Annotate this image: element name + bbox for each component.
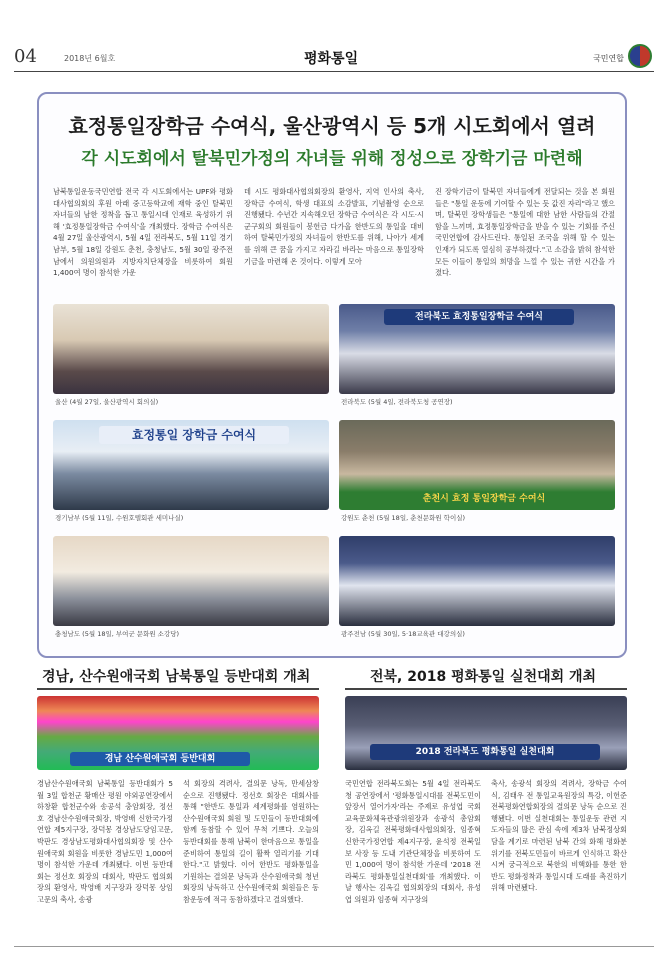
photo-gwangju: [339, 536, 615, 626]
main-article: [37, 92, 627, 658]
org-logo-icon: [628, 44, 652, 68]
main-article-col3: 진 장학기금이 탈북민 자녀들에게 전달되는 것을 본 회원들은 "통일 운동에 기여할 수 있는 듯 값진 자리"라고 했으며, 탈북민 장학생들은 "통일에 대한 남한 사람들의 간절함을 느끼며, 효정통일장학금을 받을 수 있는 기회를 주신 국민연합에 감사드린다. 통일된 조국을 위해 할 수 있는 인재가 되도록 열심히 공부하겠다."고 소감을 밝혀 참석한 모든 이들이 통일의 희망을 느낄 수 있는 귀한 시간을 가졌다.: [435, 187, 615, 278]
left-article-col2: 석 회장의 격려사, 결의문 낭독, 만세삼창 순으로 진행됐다. 정선호 회장은 대회사를 통해 "한반도 통일과 세계평화를 염원하는 산수원애국회 회원 및 도민들이 등반대회에 함께 동참할 수 있어 무척 기쁘다. 오늘의 등반대회를 통해 남북이 한마음으로 통일을 준비하여 통일의 길이 활짝 열리기를 기대한다."고 밝혔다. 이어 한반도 평화통일을 기원하는 결의문 낭독과 산수원애국회 청년회장의 낭독하고 산수원애국회 회원들은 동참운동에 적극 동참하겠다고 결의했다.: [183, 779, 319, 904]
photo-caption: 경기남부 (5월 11일, 수원호텔회관 세미나실): [55, 514, 184, 522]
left-article-title: 경남, 산수원애국회 남북통일 등반대회 개최: [42, 669, 311, 685]
photo-banner: 효정통일 장학금 수여식: [99, 426, 289, 444]
org-name: 국민연합: [593, 54, 624, 63]
main-article-col2: 데 시도 평화대사협의회장의 환영사, 지역 인사의 축사, 장학금 수여식, 학생 대표의 소감발표, 기념촬영 순으로 진행됐다. 수년간 지속해오던 장학금 수여식은 각 시도·시군구회의 회원들이 봉헌금 다가올 한반도의 통일을 대비하여 탈북민가정의 자녀들이 한반도를 위해, 나아가 세계를 위해 큰 꿈을 가지고 자라길 바라는 마음으로 통일장학기금을 마련해 온 것이다. 이렇게 모아: [244, 187, 424, 266]
page-header: [14, 46, 654, 72]
photo-caption: 전라북도 (5월 4일, 전라북도청 공연장): [341, 398, 453, 406]
issue-date: 2018년 6월호: [64, 54, 116, 63]
right-article-title: 전북, 2018 평화통일 실천대회 개최: [370, 669, 597, 685]
left-article-col1: 경남산수원애국회 남북통일 등반대회가 5월 3일 합천군 황매산 평원 야외공연장에서 하창환 합천군수와 송공석 충암회장, 정선호 경남산수원애국회장, 박영배 신한국가정연합 제5지구장, 장덕몽 경상남도당임고문, 박판도 경상남도평화대사협의회장 및 산수원애국회 회원을 비롯한 경남도민 1,000여 명이 참석한 가운데 개최됐다. 이번 등반대회는 정선호 회장의 대회사, 박판도 협의회장의 환영사, 박영배 지구장과 장덕몽 상임고문의 축사, 송광: [37, 779, 173, 904]
photo-ulsan: [53, 304, 329, 394]
main-article-title: 효정통일장학금 수여식, 울산광역시 등 5개 시도회에서 열려: [68, 114, 596, 138]
photo-chungnam: [53, 536, 329, 626]
photo-banner: 2018 전라북도 평화통일 실천대회: [370, 744, 600, 760]
paper-title: 평화통일: [304, 51, 359, 67]
photo-banner: 경남 산수원애국회 등반대회: [70, 752, 250, 766]
photo-caption: 광주전남 (5월 30일, 5·18교육관 대강의실): [341, 630, 465, 638]
right-article-col1: 국민연합 전라북도회는 5월 4일 전라북도청 공연장에서 '평화통일시대를 전북도민이 앞장서 열어가자'라는 주제로 유성엽 국회 교육문화체육관광위원장과 송광석 총암회장, 김옥길 전북평화대사협의회장, 임종혁 신한국가정연합 제4지구장, 윤석정 전북일보 사장 등 도내 기관단체장을 비롯하여 도민 1,000여 명이 참석한 가운데 '2018 전라북도 평화통일실천대회'를 개최했다. 이 날 행사는 김옥길 협의회장의 대회사, 유성엽 의원과 임종혁 지구장의: [345, 779, 481, 904]
divider: [37, 688, 319, 690]
bottom-divider: [14, 946, 654, 947]
page-number: 04: [14, 46, 37, 67]
photo-banner: 전라북도 효정통일장학금 수여식: [384, 309, 574, 325]
divider: [345, 688, 627, 690]
photo-caption: 울산 (4월 27일, 울산광역시 회의실): [55, 398, 159, 406]
photo-caption: 강원도 춘천 (5월 18일, 춘천문화원 학이실): [341, 514, 466, 522]
main-article-col1: 남북통일운동국민연합 전국 각 시도회에서는 UPF와 평화대사협의회의 후원 아래 중고등학교에 재학 중인 탈북민 자녀들의 남한 정착을 돕고 통일시대 인재로 육성하기 위해 '효정통일장학금 수여식'을 개최했다. 장학금 수여식은 4월 27일 울산광역시, 5월 4일 전라북도, 5월 11일 경기남부, 5월 18일 강원도 춘천, 충청남도, 5월 30일 광주전남에서 의원의원과 지방자치단체장을 비롯하여 회원 1,400여 명이 참석한 가운: [53, 187, 233, 278]
photo-caption: 충청남도 (5월 18일, 부여군 문화원 소강당): [55, 630, 180, 638]
right-article-col2: 축사, 송광석 회장의 격려사, 장학금 수여식, 김태우 전 통일교육원장의 특강, 이헌준 전북평화연합회장의 결의문 낭독 순으로 진행됐다. 이번 실천대회는 통일운동 관련 지도자들의 많은 관심 속에 제3차 남북정상회담을 계기로 마련된 남북 간의 화해 평화분위기를 전북도민들이 바르게 인식하고 확산시켜 궁극적으로 북한의 비핵화를 통한 한반도 평화정착과 통일시대 도래를 촉진하기 위해 마련됐다.: [491, 779, 627, 893]
photo-banner: 춘천시 효정 통일장학금 수여식: [389, 492, 579, 506]
main-article-subtitle: 각 시도회에서 탈북민가정의 자녀들 위해 정성으로 장학기금 마련해: [81, 149, 583, 169]
